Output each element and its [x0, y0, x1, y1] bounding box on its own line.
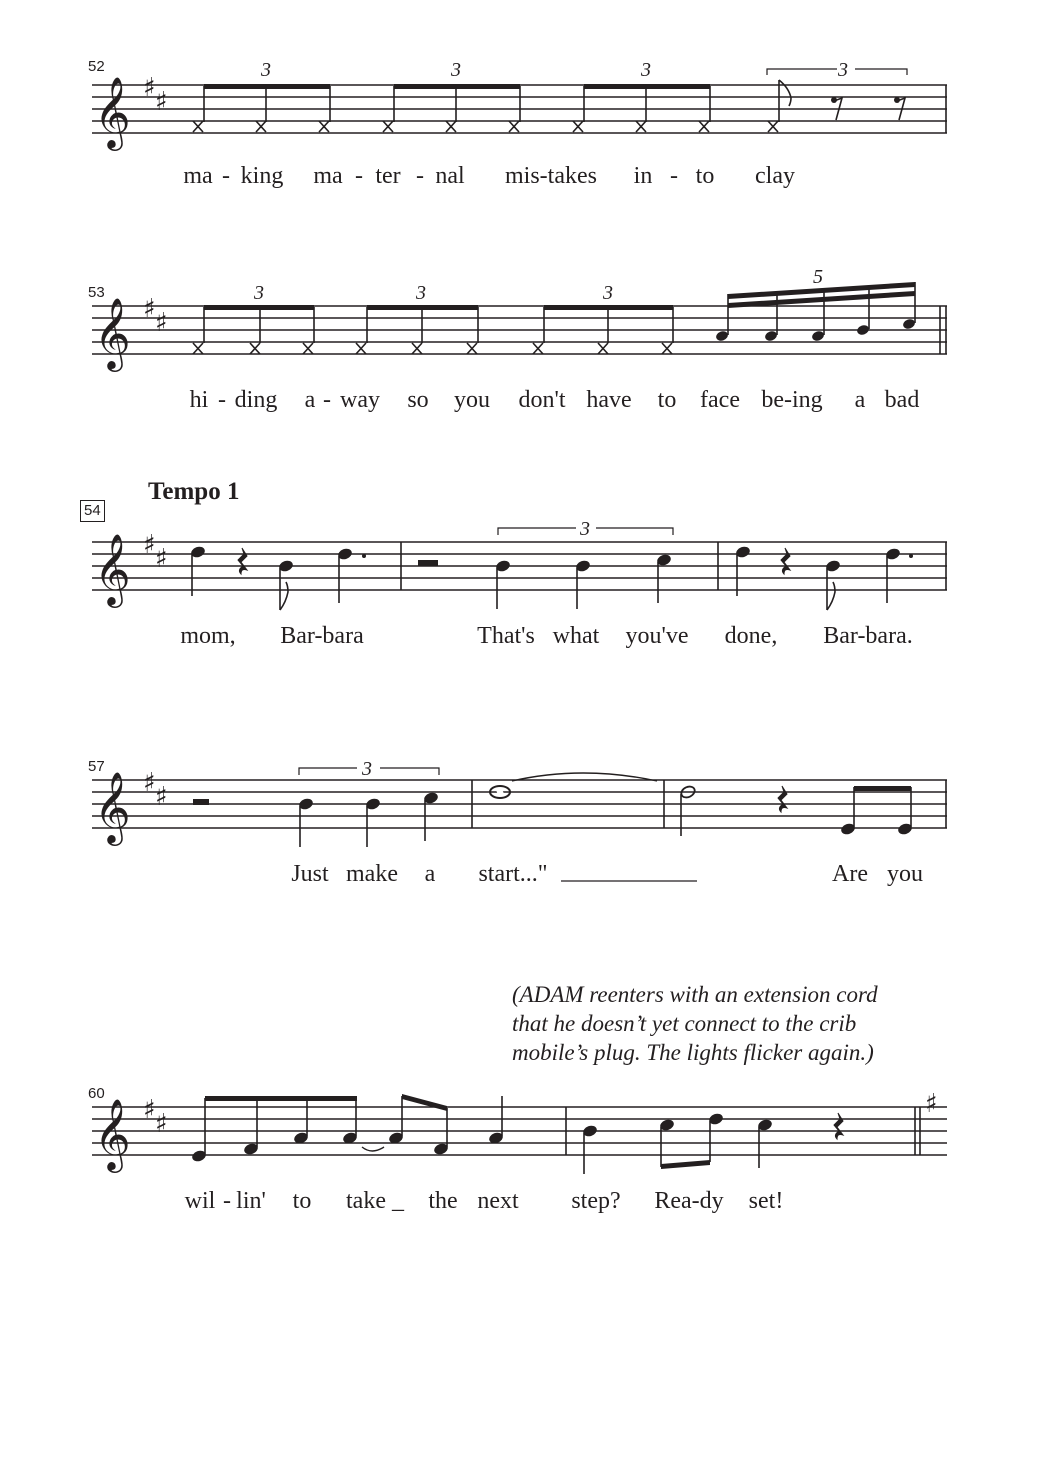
key-change-sharp-icon: ♯: [925, 1089, 938, 1119]
lyric-syllable: wil: [184, 1188, 216, 1214]
svg-text:𝄞: 𝄞: [94, 75, 131, 148]
lyric-syllable: start...": [478, 861, 548, 887]
rehearsal-measure-number: 54: [80, 500, 105, 522]
lyric-syllable: done,: [724, 623, 778, 649]
lyric-syllable: ma: [183, 163, 213, 189]
lyric-syllable: Bar-bara: [280, 623, 364, 649]
tuplet-label: 3: [416, 282, 426, 304]
lyric-syllable: to: [292, 1188, 312, 1214]
lyric-syllable: ter: [375, 163, 401, 189]
lyric-syllable: in: [633, 163, 653, 189]
measure-number: 53: [88, 284, 105, 301]
svg-text:𝄞: 𝄞: [94, 532, 131, 605]
measure-number: 52: [88, 58, 105, 75]
tuplet-label: 3: [603, 282, 613, 304]
lyric-syllable: you: [887, 861, 923, 887]
lyric-syllable: set!: [748, 1188, 784, 1214]
tuplet-label: 3: [254, 282, 264, 304]
lyrics-line: [0, 1188, 1048, 1218]
lyric-syllable: mom,: [180, 623, 236, 649]
treble-clef-icon: [94, 1097, 131, 1173]
lyric-syllable: so: [407, 387, 429, 413]
tuplet-label: 3: [641, 59, 651, 81]
svg-text:♯: ♯: [143, 768, 156, 798]
lyric-syllable: That's: [477, 623, 535, 649]
lyric-hyphen: -: [355, 163, 363, 189]
svg-text:♯: ♯: [155, 87, 168, 117]
svg-text:𝄞: 𝄞: [94, 770, 131, 843]
lyric-syllable: to: [657, 387, 677, 413]
stage-direction-line: that he doesn’t yet connect to the crib: [512, 1011, 857, 1036]
svg-text:𝄞: 𝄞: [94, 1097, 131, 1170]
lyric-syllable: what: [552, 623, 600, 649]
lyric-syllable: Just: [291, 861, 329, 887]
svg-text:♯: ♯: [143, 530, 156, 560]
lyric-syllable: be-ing: [761, 387, 823, 413]
tuplet-label: 3: [580, 518, 590, 540]
lyric-hyphen: -: [670, 163, 678, 189]
lyric-syllable: step?: [571, 1188, 621, 1214]
stage-direction-line: (ADAM reenters with an extension cord: [512, 982, 878, 1007]
tuplet-label: 5: [813, 266, 823, 288]
svg-text:♯: ♯: [143, 1095, 156, 1125]
svg-text:♯: ♯: [155, 782, 168, 812]
svg-text:♯: ♯: [155, 544, 168, 574]
tuplet-label: 3: [451, 59, 461, 81]
lyric-syllable: take: [346, 1188, 386, 1214]
stage-direction-line: mobile’s plug. The lights flicker again.): [512, 1040, 874, 1065]
lyric-extender: _: [392, 1188, 404, 1214]
lyric-syllable: clay: [755, 163, 795, 189]
measure-number: 60: [88, 1085, 105, 1102]
tuplet-label: 3: [261, 59, 271, 81]
tuplet-label: 3: [362, 758, 372, 780]
lyric-syllable: face: [700, 387, 740, 413]
lyric-syllable: to: [695, 163, 715, 189]
lyric-hyphen: -: [323, 387, 331, 413]
lyric-syllable: Are: [832, 861, 868, 887]
lyric-syllable: Rea-dy: [654, 1188, 724, 1214]
lyric-syllable: Bar-bara.: [823, 623, 913, 649]
lyric-syllable: the: [428, 1188, 458, 1214]
svg-text:♯: ♯: [155, 1109, 168, 1139]
lyric-hyphen: -: [218, 387, 226, 413]
lyric-syllable: lin': [236, 1188, 266, 1214]
svg-text:𝄞: 𝄞: [94, 296, 131, 369]
svg-text:♯: ♯: [143, 73, 156, 103]
lyric-syllable: make: [346, 861, 398, 887]
lyric-syllable: you: [454, 387, 490, 413]
svg-text:♯: ♯: [143, 294, 156, 324]
lyric-hyphen: -: [222, 163, 230, 189]
lyric-syllable: have: [586, 387, 632, 413]
lyric-syllable: next: [477, 1188, 519, 1214]
tempo-marking: Tempo 1: [148, 478, 240, 505]
lyric-syllable: don't: [518, 387, 566, 413]
lyric-syllable: ding: [234, 387, 278, 413]
lyric-syllable: a: [304, 387, 316, 413]
tuplet-label: 3: [838, 59, 848, 81]
lyric-syllable: nal: [435, 163, 465, 189]
lyric-syllable: ma: [313, 163, 343, 189]
lyric-syllable: hi: [189, 387, 209, 413]
lyric-syllable: mis-takes: [505, 163, 597, 189]
lyric-hyphen: -: [416, 163, 424, 189]
lyric-hyphen: -: [223, 1188, 231, 1214]
lyric-syllable: you've: [625, 623, 689, 649]
lyric-syllable: a: [854, 387, 866, 413]
measure-number: 57: [88, 758, 105, 775]
svg-text:♯: ♯: [155, 308, 168, 338]
lyric-syllable: a: [424, 861, 436, 887]
lyric-syllable: bad: [884, 387, 920, 413]
lyric-syllable: king: [240, 163, 284, 189]
lyric-syllable: way: [340, 387, 380, 413]
